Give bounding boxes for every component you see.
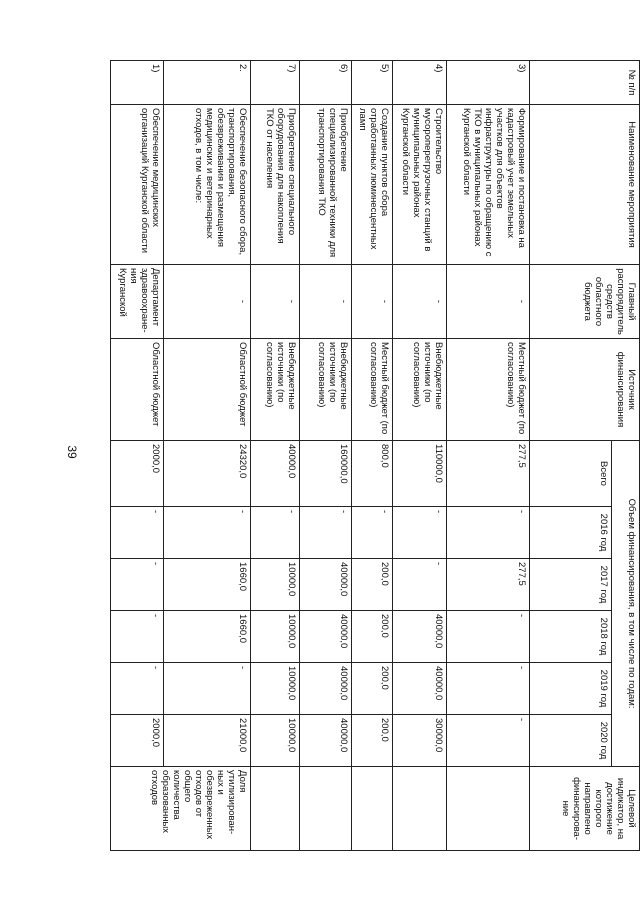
cell-total: 800,0	[352, 441, 393, 507]
header-source: Источник финансирования	[529, 339, 639, 441]
cell-2019: 40000,0	[300, 663, 352, 715]
cell-2018: -	[447, 611, 529, 663]
header-num: № п/п	[529, 61, 639, 105]
cell-2020: -	[447, 715, 529, 767]
cell-indicator	[250, 767, 300, 851]
cell-source: Местный бюджет (по согласованию)	[352, 339, 393, 441]
header-2019: 2019 год	[529, 663, 611, 715]
cell-manager: -	[393, 265, 447, 339]
cell-2017: 1660,0	[164, 559, 251, 611]
cell-2016: -	[393, 507, 447, 559]
cell-total: 40000,0	[250, 441, 300, 507]
header-2017: 2017 год	[529, 559, 611, 611]
cell-manager: -	[250, 265, 300, 339]
cell-num: 7)	[250, 61, 300, 105]
rotated-table-container	[110, 60, 640, 850]
cell-2016: -	[447, 507, 529, 559]
cell-num: 6)	[300, 61, 352, 105]
cell-num: 2.	[164, 61, 251, 105]
cell-2017: 40000,0	[300, 559, 352, 611]
cell-num: 5)	[352, 61, 393, 105]
cell-2019: 10000,0	[250, 663, 300, 715]
cell-2016: -	[111, 507, 164, 559]
cell-2020: 10000,0	[250, 715, 300, 767]
cell-2019: 40000,0	[393, 663, 447, 715]
cell-2018: 1660,0	[164, 611, 251, 663]
cell-source: Внебюджетные источники (по согласованию)	[250, 339, 300, 441]
cell-name: Создание пунктов сбора отработанных люминесцентных ламп	[352, 105, 393, 265]
cell-indicator	[447, 767, 529, 851]
cell-2018: 40000,0	[300, 611, 352, 663]
cell-name: Приобретение специального оборудования для накопления ТКО от населения	[250, 105, 300, 265]
cell-indicator: Доля утилизирован-ных и обезвреженных отходов от общего количества образованных отходов	[111, 767, 251, 851]
cell-2018: -	[111, 611, 164, 663]
cell-2016: -	[352, 507, 393, 559]
table-row	[111, 61, 164, 851]
cell-2019: -	[447, 663, 529, 715]
cell-2019: 200,0	[352, 663, 393, 715]
cell-2020: 200,0	[352, 715, 393, 767]
cell-name: Приобретение специализированной техники для транспортирования ТКО	[300, 105, 352, 265]
cell-2019: -	[111, 663, 164, 715]
cell-2018: 200,0	[352, 611, 393, 663]
header-volume: Объем финансирования, в том числе по годам:	[611, 441, 639, 767]
cell-name: Формирование и постановка на кадастровый учет земельных участков для объектов инфраструктуры по обращению с ТКО в муниципальных районах Курганской области	[447, 105, 529, 265]
cell-name: Обеспечение медицинских организаций Курганской области	[111, 105, 164, 265]
cell-2020: 30000,0	[393, 715, 447, 767]
header-2018: 2018 год	[529, 611, 611, 663]
cell-2016: -	[250, 507, 300, 559]
cell-indicator	[300, 767, 352, 851]
cell-2017: 10000,0	[250, 559, 300, 611]
cell-2016: -	[164, 507, 251, 559]
cell-name: Строительство мусороперегрузочных станций в муниципальных районах Курганской области	[393, 105, 447, 265]
cell-indicator	[352, 767, 393, 851]
cell-source: Внебюджетные источники (по согласованию)	[393, 339, 447, 441]
cell-2017: 277,5	[447, 559, 529, 611]
table-row	[393, 61, 447, 851]
header-manager: Главный распорядитель средств областного бюджета	[529, 265, 639, 339]
table-row	[164, 61, 251, 851]
cell-manager: -	[352, 265, 393, 339]
cell-total: 160000,0	[300, 441, 352, 507]
cell-source: Местный бюджет (по согласованию)	[447, 339, 529, 441]
header-indicator: Целевой индикатор, на достижение которого направлено финансирова-ние	[529, 767, 639, 851]
cell-num: 4)	[393, 61, 447, 105]
header-total: Всего	[529, 441, 611, 507]
table-row	[300, 61, 352, 851]
cell-source: Областной бюджет	[164, 339, 251, 441]
financing-table	[110, 60, 640, 851]
cell-manager: -	[164, 265, 251, 339]
cell-total: 24320,0	[164, 441, 251, 507]
table-row	[447, 61, 529, 851]
cell-manager: Департамент здравоохране-ния Курганской	[111, 265, 164, 339]
cell-2017: 200,0	[352, 559, 393, 611]
cell-num: 3)	[447, 61, 529, 105]
cell-manager: -	[447, 265, 529, 339]
cell-2017: -	[111, 559, 164, 611]
header-2020: 2020 год	[529, 715, 611, 767]
cell-2017: -	[393, 559, 447, 611]
cell-2018: 10000,0	[250, 611, 300, 663]
page-number: 39	[65, 445, 79, 459]
cell-num: 1)	[111, 61, 164, 105]
cell-source: Внебюджетные источники (по согласованию)	[300, 339, 352, 441]
cell-2020: 2000,0	[111, 715, 164, 767]
header-2016: 2016 год	[529, 507, 611, 559]
cell-name: Обеспечение безопасного сбора, транспортирования, обезвреживания и размещения медицинских и ветеринарных отходов, в том числе:	[164, 105, 251, 265]
cell-manager: -	[300, 265, 352, 339]
cell-2020: 40000,0	[300, 715, 352, 767]
table-row	[352, 61, 393, 851]
cell-2018: 40000,0	[393, 611, 447, 663]
cell-total: 110000,0	[393, 441, 447, 507]
cell-2019: -	[164, 663, 251, 715]
cell-total: 2000,0	[111, 441, 164, 507]
cell-indicator	[393, 767, 447, 851]
cell-total: 277,5	[447, 441, 529, 507]
cell-source: Областной бюджет	[111, 339, 164, 441]
table-row	[250, 61, 300, 851]
cell-2016: -	[300, 507, 352, 559]
cell-2020: 21000,0	[164, 715, 251, 767]
header-name: Наименование мероприятия	[529, 105, 639, 265]
